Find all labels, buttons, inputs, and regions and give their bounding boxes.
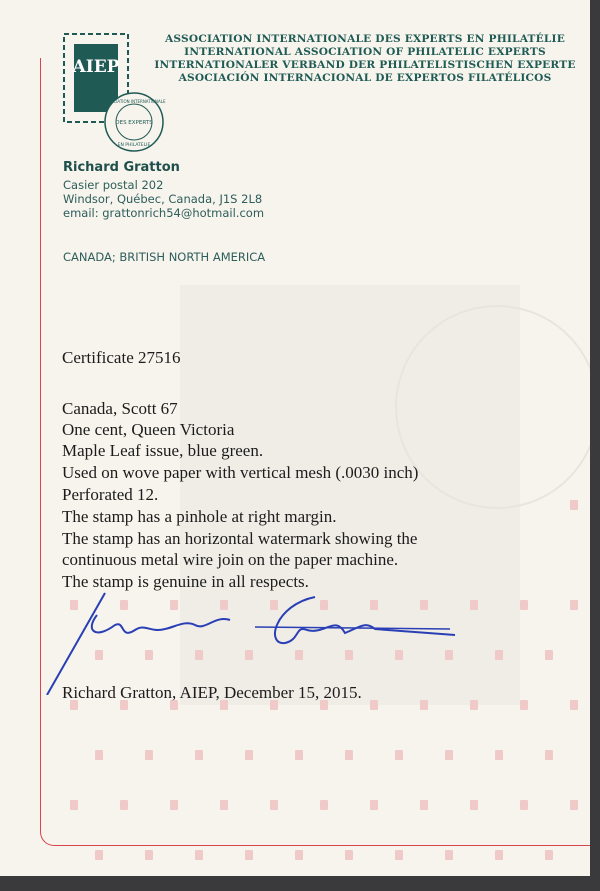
signature-line: Richard Gratton, AIEP, December 15, 2015. [62, 683, 362, 702]
header-line-en: INTERNATIONAL ASSOCIATION OF PHILATELIC EXPERTS [184, 46, 546, 58]
header-line-fr: ASSOCIATION INTERNATIONALE DES EXPERTS EN PHILATÉLIE [165, 33, 565, 45]
pattern-mark [495, 850, 503, 860]
pattern-mark [145, 850, 153, 860]
handwritten-signature [45, 585, 465, 695]
pattern-mark [95, 850, 103, 860]
region: CANADA; BRITISH NORTH AMERICA [63, 250, 266, 264]
email: email: grattonrich54@hotmail.com [63, 206, 265, 220]
cert-line: Maple Leaf issue, blue green. [62, 441, 264, 460]
seal-text-middle: DES EXPERTS [115, 120, 153, 126]
pattern-mark [245, 850, 253, 860]
header-line-es: ASOCIACIÓN INTERNACIONAL DE EXPERTOS FILATÉLICOS [178, 72, 552, 84]
cert-line: continuous metal wire join on the paper machine. [62, 550, 399, 569]
address-line-2: Windsor, Québec, Canada, J1S 2L8 [63, 192, 263, 206]
cert-line: Perforated 12. [62, 485, 159, 504]
cert-line: The stamp has an horizontal watermark showing the [62, 529, 418, 548]
seal-text-bottom: EN PHILATELIE [117, 143, 151, 148]
pattern-mark [295, 850, 303, 860]
pattern-mark [545, 850, 553, 860]
cert-line: Canada, Scott 67 [62, 399, 178, 418]
header-line-de: INTERNATIONALER VERBAND DER PHILATELISTISCHEN EXPERTE [154, 59, 576, 71]
cert-line: The stamp is genuine in all respects. [62, 572, 309, 591]
cert-line: The stamp has a pinhole at right margin. [62, 507, 337, 526]
pattern-mark [345, 850, 353, 860]
seal-text-top: ASSOCIATION INTERNATIONALE [102, 99, 166, 104]
cert-line: One cent, Queen Victoria [62, 420, 235, 439]
expert-name: Richard Gratton [63, 160, 180, 175]
address-line-1: Casier postal 202 [63, 178, 164, 192]
certificate-number: Certificate 27516 [62, 348, 181, 367]
cert-line: Used on wove paper with vertical mesh (.0030 inch) [62, 463, 419, 482]
pattern-mark [395, 850, 403, 860]
pattern-mark [445, 850, 453, 860]
pattern-mark [195, 850, 203, 860]
logo-text: AIEP [72, 57, 120, 77]
